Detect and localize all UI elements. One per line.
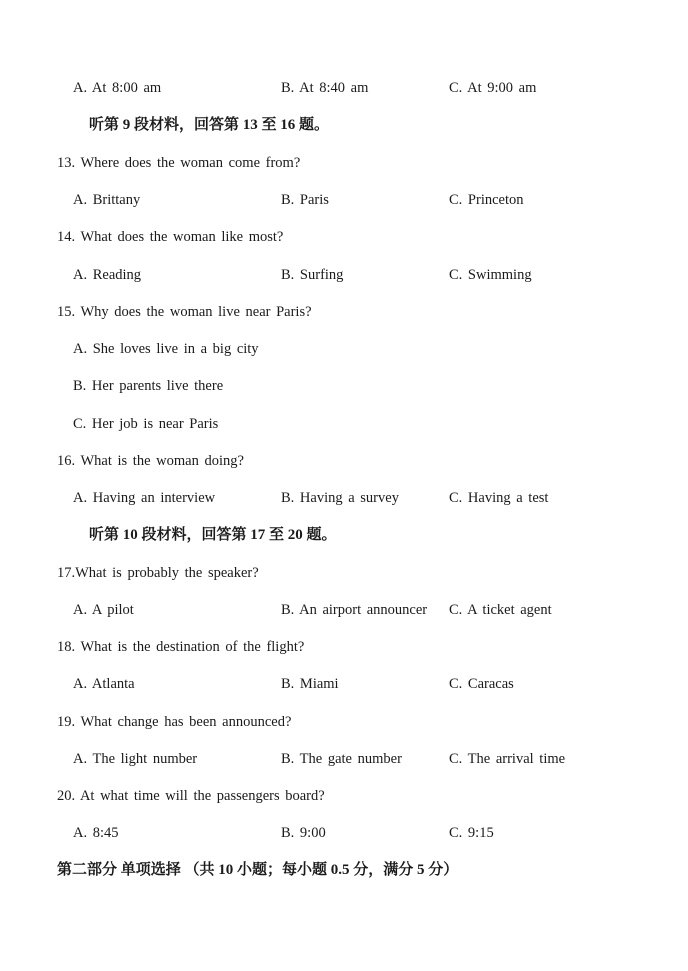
q16-option-a: A. Having an interview bbox=[73, 490, 216, 506]
question-13: 13. Where does the woman come from? bbox=[57, 155, 301, 171]
q13-option-a: A. Brittany bbox=[73, 192, 141, 208]
q18-option-b: B. Miami bbox=[281, 676, 339, 692]
q12-option-b: B. At 8:40 am bbox=[281, 80, 369, 96]
q17-option-b: B. An airport announcer bbox=[281, 602, 428, 618]
q13-option-b: B. Paris bbox=[281, 192, 329, 208]
q14-option-c: C. Swimming bbox=[449, 267, 532, 283]
q20-option-b: B. 9:00 bbox=[281, 825, 326, 841]
q14-option-a: A. Reading bbox=[73, 267, 142, 283]
question-16: 16. What is the woman doing? bbox=[57, 453, 244, 469]
q15-option-a: A. She loves live in a big city bbox=[73, 341, 259, 357]
q16-option-b: B. Having a survey bbox=[281, 490, 399, 506]
question-17: 17.What is probably the speaker? bbox=[57, 565, 259, 581]
q20-option-c: C. 9:15 bbox=[449, 825, 494, 841]
section-heading-passage-10: 听第 10 段材料，回答第 17 至 20 题。 bbox=[89, 527, 337, 543]
q19-option-c: C. The arrival time bbox=[449, 751, 566, 767]
q14-option-b: B. Surfing bbox=[281, 267, 344, 283]
question-20: 20. At what time will the passengers board? bbox=[57, 788, 325, 804]
q13-option-c: C. Princeton bbox=[449, 192, 524, 208]
q16-option-c: C. Having a test bbox=[449, 490, 549, 506]
q12-option-c: C. At 9:00 am bbox=[449, 80, 537, 96]
q19-option-b: B. The gate number bbox=[281, 751, 402, 767]
question-15: 15. Why does the woman live near Paris? bbox=[57, 304, 312, 320]
q17-option-c: C. A ticket agent bbox=[449, 602, 552, 618]
section-heading-passage-9: 听第 9 段材料，回答第 13 至 16 题。 bbox=[89, 117, 330, 133]
q15-option-c: C. Her job is near Paris bbox=[73, 416, 219, 432]
q12-option-a: A. At 8:00 am bbox=[73, 80, 162, 96]
question-18: 18. What is the destination of the flight? bbox=[57, 639, 305, 655]
q15-option-b: B. Her parents live there bbox=[73, 378, 224, 394]
q18-option-c: C. Caracas bbox=[449, 676, 514, 692]
question-14: 14. What does the woman like most? bbox=[57, 229, 284, 245]
q19-option-a: A. The light number bbox=[73, 751, 198, 767]
section-2-heading: 第二部分 单项选择 （共 10 小题；每小题 0.5 分，满分 5 分） bbox=[57, 862, 459, 878]
question-19: 19. What change has been announced? bbox=[57, 714, 292, 730]
q20-option-a: A. 8:45 bbox=[73, 825, 119, 841]
q18-option-a: A. Atlanta bbox=[73, 676, 135, 692]
q17-option-a: A. A pilot bbox=[73, 602, 134, 618]
